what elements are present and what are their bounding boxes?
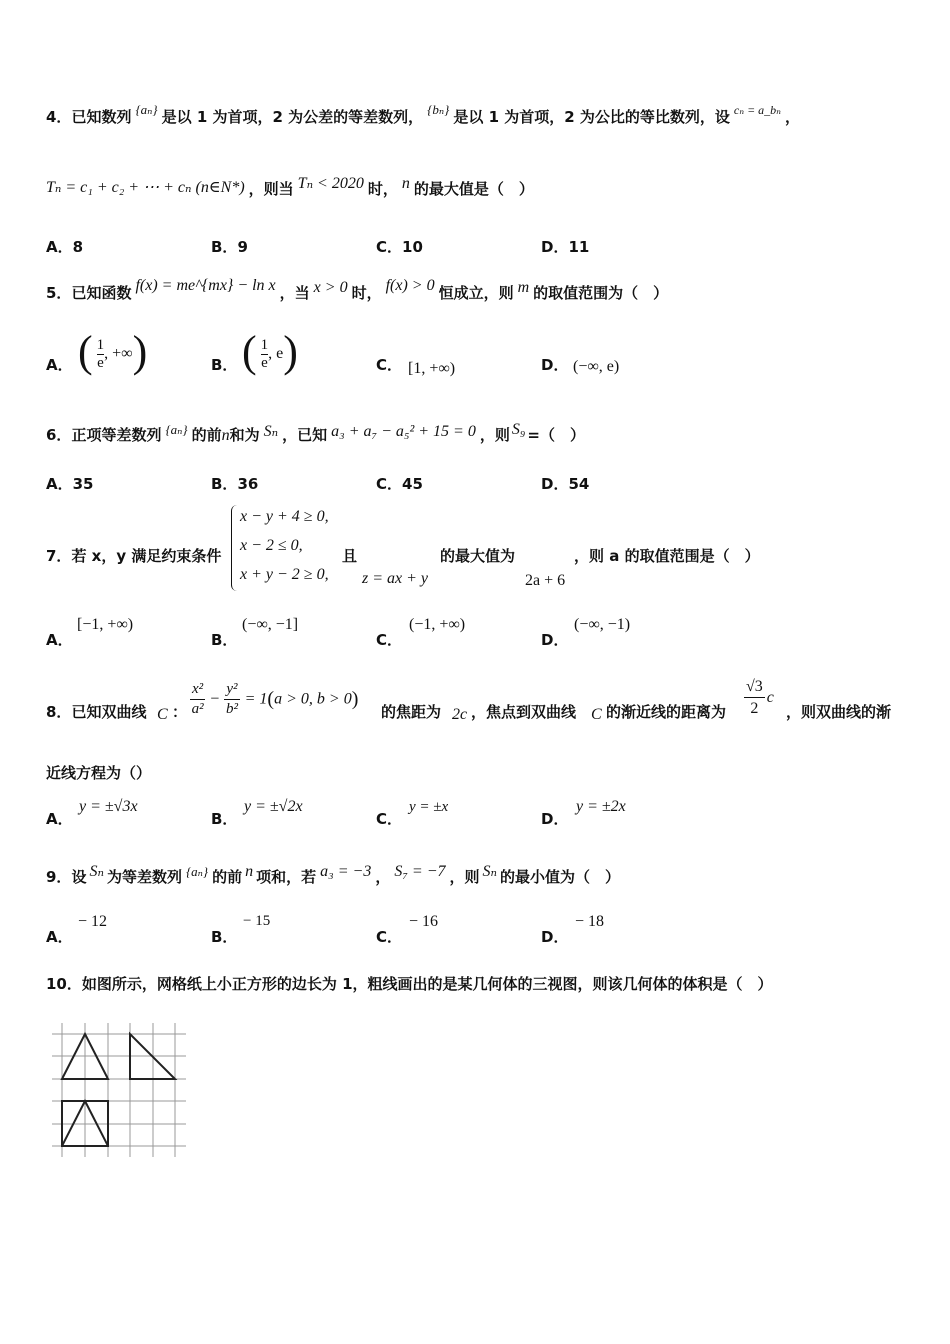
q7-option-a-value: [−1, +∞) bbox=[77, 616, 134, 633]
q6-s: Sₙ bbox=[263, 423, 279, 440]
q8-option-c[interactable] bbox=[376, 808, 402, 829]
q5-option-b-value: ( $\frac{1}{e}$ , e) bbox=[242, 327, 298, 376]
q5-cond2: f(x) > 0 bbox=[385, 277, 435, 294]
option-label: C． bbox=[376, 631, 403, 649]
q6-text: 的前 bbox=[191, 426, 222, 444]
q9-text: 的前 bbox=[212, 868, 243, 886]
option-value: 45 bbox=[402, 475, 423, 493]
option-label: D． bbox=[541, 475, 569, 493]
q4-text: 是以 1 为首项，2 为公比的等比数列，设 bbox=[453, 108, 730, 126]
q7-option-d-value: (−∞, −1) bbox=[574, 616, 631, 633]
q9-option-d[interactable] bbox=[541, 926, 568, 947]
q7-system-brace bbox=[231, 505, 240, 591]
q5-option-b[interactable] bbox=[211, 354, 237, 375]
option-label: C． bbox=[376, 356, 403, 374]
q7-option-b[interactable] bbox=[211, 629, 237, 650]
q7-max-value: 2a + 6 bbox=[525, 572, 566, 589]
option-label: C． bbox=[376, 475, 403, 493]
option-label: A． bbox=[46, 475, 73, 493]
q7-constraint-2: x − 2 ≤ 0, bbox=[240, 537, 303, 554]
q9-s7: S₇ = −7 bbox=[394, 863, 446, 880]
q8-text: ： bbox=[172, 703, 188, 721]
q9-option-d-value: − 18 bbox=[575, 913, 605, 930]
q6-option-b[interactable] bbox=[211, 473, 258, 494]
q6-option-d[interactable] bbox=[541, 473, 589, 494]
q4-sum-formula: Tₙ = c₁ + c₂ + ⋯ + cₙ (n∈N*) bbox=[46, 179, 245, 196]
q9-text: ， bbox=[375, 868, 391, 886]
q8-option-d-value: y = ±2x bbox=[576, 798, 626, 815]
q6-text: ，已知 bbox=[282, 426, 328, 444]
q6-text: 正项等差数列 bbox=[71, 426, 162, 444]
q9-n: n bbox=[245, 863, 254, 880]
option-value: 9 bbox=[237, 238, 248, 256]
q9-option-a-value: − 12 bbox=[78, 913, 108, 930]
q8-option-d[interactable] bbox=[541, 808, 568, 829]
q4-var: n bbox=[401, 175, 410, 192]
question-number: 10． bbox=[46, 975, 82, 993]
option-label: D． bbox=[541, 356, 569, 374]
option-label: D． bbox=[541, 928, 569, 946]
q4-line1 bbox=[46, 102, 801, 127]
q8-option-c-value: y = ±x bbox=[409, 799, 449, 815]
option-label: A． bbox=[46, 356, 73, 374]
option-label: D． bbox=[541, 238, 569, 256]
q10-text: 如图所示，网格纸上小正方形的边长为 1，粗线画出的是某几何体的三视图，则该几何体的体积是（ ） bbox=[81, 975, 773, 993]
q9-option-b-value: − 15 bbox=[243, 913, 271, 929]
option-label: B． bbox=[211, 238, 238, 256]
q7-objective: z = ax + y bbox=[362, 570, 429, 587]
q8-text: 已知双曲线 bbox=[71, 703, 147, 721]
q4-text: 时， bbox=[367, 180, 398, 198]
q8-intro bbox=[46, 701, 146, 722]
q8-text: 的焦距为 bbox=[381, 703, 442, 721]
q8-curve-name: C bbox=[157, 706, 168, 723]
option-label: A． bbox=[46, 631, 73, 649]
q4-text: ， bbox=[785, 108, 801, 126]
q7-text: ，则 a 的取值范围是（ ） bbox=[574, 547, 760, 565]
q5-text: 已知函数 bbox=[71, 284, 132, 302]
q5-text: ，当 bbox=[279, 284, 310, 302]
q6-text: 和为 bbox=[229, 426, 260, 444]
q9-option-c[interactable] bbox=[376, 926, 402, 947]
q6-text: ，则 bbox=[479, 426, 510, 444]
q5-option-c-value: [1, +∞) bbox=[408, 360, 456, 377]
q8-curve-name-2: C bbox=[591, 706, 602, 723]
q9-line1 bbox=[46, 863, 620, 887]
q4-line2 bbox=[46, 175, 534, 199]
q5-text: 的取值范围为（ ） bbox=[533, 284, 669, 302]
q7-text: 且 bbox=[342, 547, 358, 565]
option-label: A． bbox=[46, 928, 73, 946]
q9-option-b[interactable] bbox=[211, 926, 237, 947]
option-label: B． bbox=[211, 356, 238, 374]
question-number: 4． bbox=[46, 108, 72, 126]
q4-option-d[interactable] bbox=[541, 236, 589, 257]
q8-option-b[interactable] bbox=[211, 808, 237, 829]
option-label: D． bbox=[541, 810, 569, 828]
option-value: 8 bbox=[72, 238, 84, 256]
q4-option-a[interactable] bbox=[46, 236, 83, 257]
q6-seq: {aₙ} bbox=[165, 422, 188, 437]
q5-option-a[interactable] bbox=[46, 354, 73, 375]
q9-seq: {aₙ} bbox=[185, 864, 209, 879]
q7-option-c[interactable] bbox=[376, 629, 402, 650]
q5-option-d[interactable] bbox=[541, 354, 568, 375]
q5-var: m bbox=[517, 279, 530, 296]
q8-text: 的渐近线的距离为 bbox=[606, 703, 727, 721]
q8-hyperbola-equation: $\frac{\text{x²}}{\text{a²}}$ − $\frac{\text{y²}}{\text{b²}}$ = 1(a > 0, b > 0) bbox=[191, 681, 359, 717]
option-value: 10 bbox=[402, 238, 423, 256]
q6-s9: S₉ bbox=[511, 421, 526, 438]
q6-n: n bbox=[221, 427, 230, 444]
q7-text: 的最大值为 bbox=[440, 547, 516, 565]
q8-text-line2: 近线方程为（） bbox=[46, 764, 152, 782]
option-label: D． bbox=[541, 631, 569, 649]
q4-text: 已知数列 bbox=[71, 108, 132, 126]
q4-option-b[interactable] bbox=[211, 236, 248, 257]
q5-text: 时， bbox=[351, 284, 382, 302]
q6-line1 bbox=[46, 421, 585, 445]
q5-cond1: x > 0 bbox=[313, 279, 348, 296]
option-value: 35 bbox=[72, 475, 94, 493]
q6-text: =（ ） bbox=[527, 426, 585, 444]
q7-constraint-1: x − y + 4 ≥ 0, bbox=[240, 508, 329, 525]
q7-option-b-value: (−∞, −1] bbox=[242, 616, 299, 633]
grid-lines bbox=[52, 1023, 186, 1157]
q9-option-a[interactable] bbox=[46, 926, 73, 947]
q6-option-a[interactable] bbox=[46, 473, 93, 494]
q9-text: 设 bbox=[71, 868, 87, 886]
option-label: C． bbox=[376, 238, 403, 256]
q7-option-a[interactable] bbox=[46, 629, 73, 650]
three-view-diagram bbox=[52, 1023, 188, 1159]
q5-text: 恒成立，则 bbox=[438, 284, 514, 302]
q9-a3: a₃ = −3 bbox=[320, 863, 372, 880]
option-label: B． bbox=[211, 475, 238, 493]
q8-text: ，则双曲线的渐 bbox=[786, 703, 892, 721]
q8-text: ，焦点到双曲线 bbox=[471, 703, 577, 721]
option-value: 11 bbox=[568, 238, 590, 256]
q9-s-n: Sₙ bbox=[482, 863, 497, 880]
question-number: 7． bbox=[46, 547, 72, 565]
q9-text: ，则 bbox=[449, 868, 480, 886]
q5-option-c[interactable] bbox=[376, 354, 402, 375]
q5-option-a-value: ( $\frac{1}{e}$ , +∞) bbox=[78, 327, 148, 376]
option-value: 54 bbox=[568, 475, 590, 493]
q5-function: f(x) = me^{mx} − ln x bbox=[135, 277, 276, 294]
q8-focal-length: 2c bbox=[452, 706, 468, 723]
q10-line1 bbox=[46, 973, 773, 994]
q4-seq-b: {bₙ} bbox=[427, 102, 450, 117]
q4-condition: Tₙ < 2020 bbox=[297, 175, 364, 192]
q9-s: Sₙ bbox=[89, 863, 104, 880]
option-label: C． bbox=[376, 928, 403, 946]
q8-option-a-value: y = ±√3x bbox=[79, 798, 138, 815]
q5-option-d-value: (−∞, e) bbox=[573, 358, 620, 375]
q7-option-d[interactable] bbox=[541, 629, 568, 650]
option-label: C． bbox=[376, 810, 403, 828]
question-number: 5． bbox=[46, 284, 72, 302]
question-number: 6． bbox=[46, 426, 72, 444]
option-label: B． bbox=[211, 928, 238, 946]
question-number: 9． bbox=[46, 868, 72, 886]
option-label: A． bbox=[46, 810, 73, 828]
q4-option-c[interactable] bbox=[376, 236, 423, 257]
q8-option-b-value: y = ±√2x bbox=[244, 798, 303, 815]
q4-text: 的最大值是（ ） bbox=[413, 180, 534, 198]
option-label: B． bbox=[211, 810, 238, 828]
q7-text: 若 x，y 满足约束条件 bbox=[71, 547, 222, 565]
q7-constraint-3: x + y − 2 ≥ 0, bbox=[240, 566, 329, 583]
q7-option-c-value: (−1, +∞) bbox=[409, 616, 466, 633]
q7-intro bbox=[46, 545, 221, 566]
q9-text: 为等差数列 bbox=[106, 868, 182, 886]
q4-text: 是以 1 为首项，2 为公差的等差数列， bbox=[161, 108, 424, 126]
q6-equation: a₃ + a₇ − a₅² + 15 = 0 bbox=[331, 423, 476, 440]
question-number: 8． bbox=[46, 703, 72, 721]
q9-text: 的最小值为（ ） bbox=[499, 868, 620, 886]
q5-line1 bbox=[46, 277, 669, 303]
option-label: B． bbox=[211, 631, 238, 649]
option-value: 36 bbox=[237, 475, 259, 493]
q6-option-c[interactable] bbox=[376, 473, 423, 494]
option-label: A． bbox=[46, 238, 73, 256]
q4-def: cₙ = a_bₙ bbox=[733, 103, 782, 117]
q8-distance: $\frac{√3}{2}$ c bbox=[746, 678, 774, 717]
q9-text: 项和，若 bbox=[256, 868, 317, 886]
q8-option-a[interactable] bbox=[46, 808, 73, 829]
q4-seq-a: {aₙ} bbox=[135, 102, 158, 117]
q9-option-c-value: − 16 bbox=[409, 913, 439, 930]
q4-text: ，则当 bbox=[248, 180, 294, 198]
